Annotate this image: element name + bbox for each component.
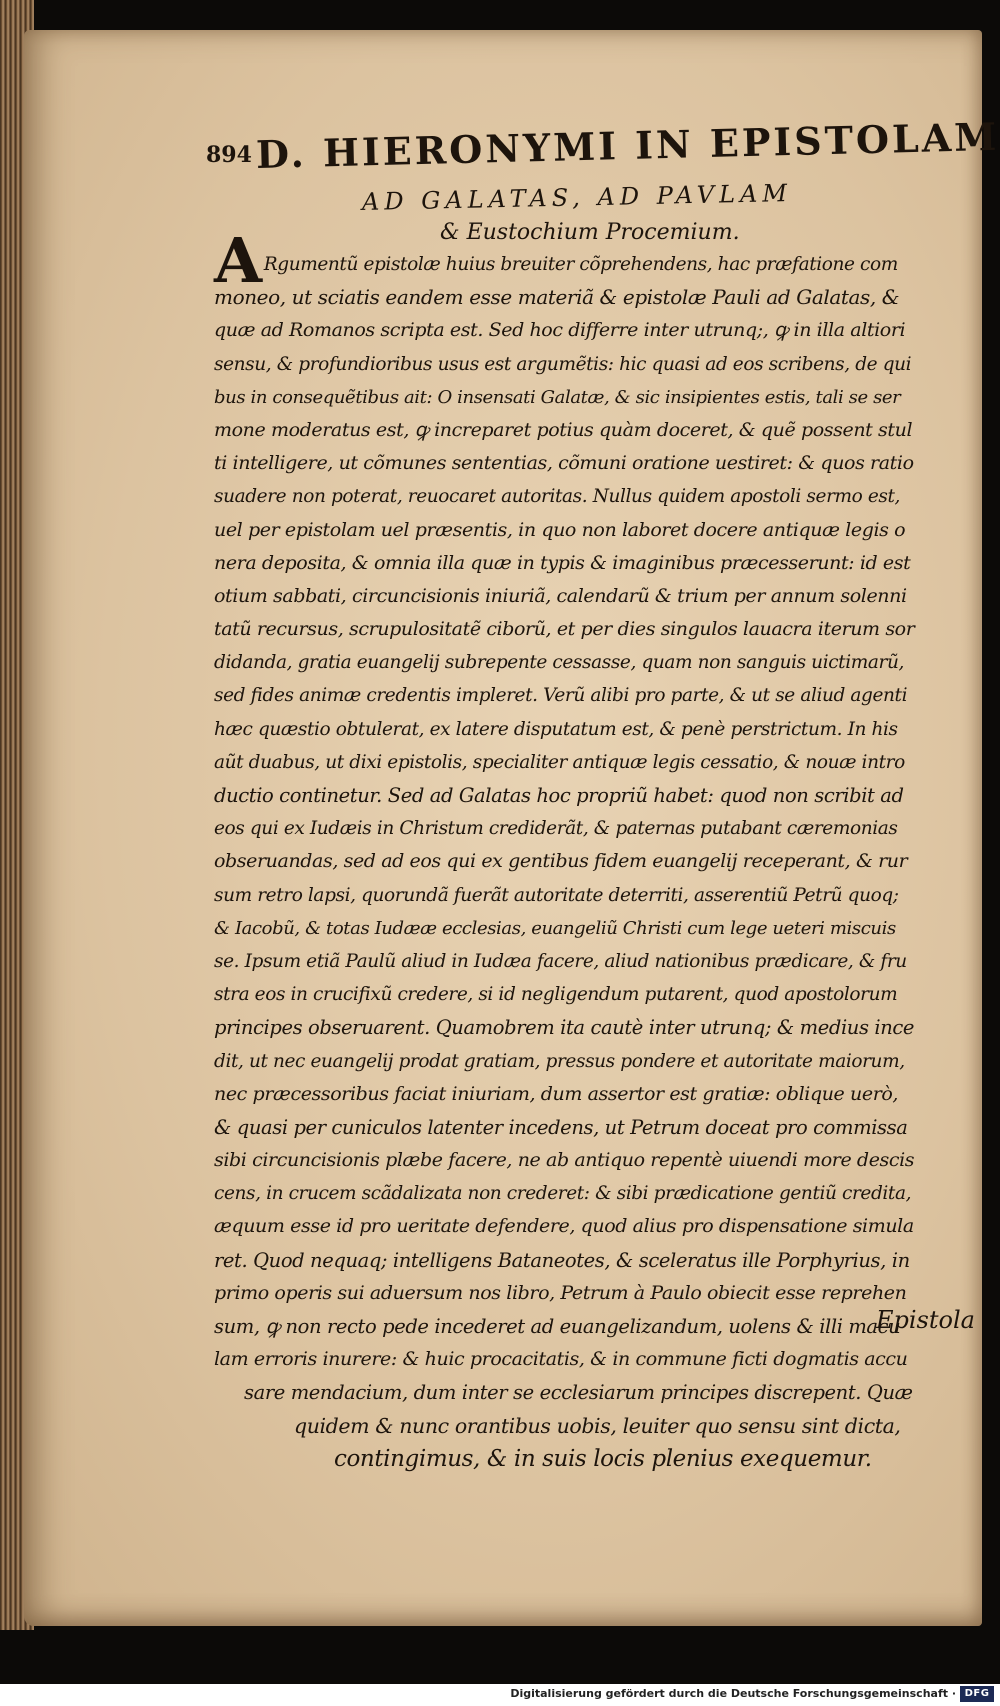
- body-line-text: sed fides animæ credentis impleret. Verũ alibi pro parte, & ut se aliud agenti: [214, 685, 908, 707]
- body-line-text: tatũ recursus, scrupulositatẽ ciborũ, et per dies singulos lauacra iterum sor: [214, 618, 915, 641]
- body-line-text: ti intelligere, ut cõmunes sententias, cõmuni oratione uestiret: & quos ratio: [214, 452, 914, 475]
- body-line-text: contingimus, & in suis locis plenius exequemur.: [334, 1445, 872, 1472]
- body-line: [214, 1177, 914, 1210]
- drop-cap: A: [214, 224, 262, 297]
- body-line: [214, 746, 914, 779]
- body-line: [214, 613, 914, 646]
- page-subtitle-2: & Eustochium Procemium.: [440, 220, 740, 245]
- body-line: [214, 1343, 914, 1376]
- body-line: [214, 414, 914, 447]
- body-line-text: nec præcessoribus faciat iniuriam, dum assertor est gratiæ: oblique uerò,: [214, 1082, 899, 1105]
- body-line-text: quæ ad Romanos scripta est. Sed hoc differre inter utrunq;, ꝙ in illa altiori: [214, 319, 906, 342]
- dfg-logo: DFG: [960, 1686, 994, 1702]
- body-line: [214, 779, 914, 812]
- body-line: [214, 580, 914, 613]
- body-line: [214, 1443, 914, 1476]
- footer-bar: [0, 1684, 1000, 1706]
- body-line: [214, 1244, 914, 1277]
- body-line: [214, 514, 914, 547]
- body-line-text: bus in consequẽtibus ait: O insensati Galatæ, & sic insipientes estis, tali se ser: [214, 386, 901, 408]
- body-line: [214, 945, 914, 978]
- body-line: [214, 912, 914, 945]
- body-line: [214, 547, 914, 580]
- body-line-text: & quasi per cuniculos latenter incedens, ut Petrum doceat pro commissa: [214, 1115, 908, 1139]
- body-line-text: Rgumentũ epistolæ huius breuiter cõprehendens, hac præfatione com: [263, 254, 898, 275]
- body-line: [214, 1310, 914, 1343]
- body-line-text: sum, ꝙ non recto pede incederet ad euangelizandum, uolens & illi macu: [214, 1315, 901, 1338]
- body-line-text: ductio continetur. Sed ad Galatas hoc propriũ habet: quod non scribit ad: [214, 784, 904, 807]
- body-line: [214, 1210, 914, 1243]
- body-line-text: mone moderatus est, ꝙ increparet potius quàm doceret, & quẽ possent stul: [214, 418, 913, 441]
- body-line-text: otium sabbati, circuncisionis iniuriã, calendarũ & trium per annum solenni: [214, 584, 907, 607]
- body-line-text: sibi circuncisionis plæbe facere, ne ab antiquo repentè uiuendi more descis: [214, 1149, 915, 1172]
- body-line: [214, 381, 914, 414]
- body-line-text: lam erroris inurere: & huic procacitatis, & in commune ficti dogmatis accu: [214, 1348, 908, 1371]
- body-line-text: suadere non poterat, reuocaret autoritas. Nullus quidem apostoli sermo est,: [214, 486, 901, 508]
- body-line: [214, 679, 914, 712]
- body-line-text: obseruandas, sed ad eos qui ex gentibus fidem euangelij receperant, & rur: [214, 850, 908, 873]
- body-line: [214, 281, 914, 314]
- body-line: [214, 1277, 914, 1310]
- body-line: [214, 1111, 914, 1144]
- body-line-text: sum retro lapsi, quorundã fuerãt autoritate deterriti, asserentiũ Petrũ quoq;: [214, 884, 899, 906]
- body-line: [214, 314, 914, 347]
- body-line: [214, 646, 914, 679]
- body-line-text: aũt duabus, ut dixi epistolis, specialiter antiquæ legis cessatio, & nouæ intro: [214, 751, 905, 773]
- body-line-text: principes obseruarent. Quamobrem ita cautè inter utrunq; & medius ince: [214, 1016, 915, 1040]
- body-line-text: sensu, & profundioribus usus est argumẽtis: hic quasi ad eos scribens, de qui: [214, 353, 912, 375]
- body-line: [214, 447, 914, 480]
- body-line: [214, 1078, 914, 1111]
- body-line: [214, 1144, 914, 1177]
- body-line: [214, 713, 914, 746]
- body-line: [214, 845, 914, 878]
- footer-credit: Digitalisierung gefördert durch die Deutsche Forschungsgemeinschaft ·: [510, 1687, 956, 1700]
- page-subtitle: AD GALATAS, AD PAVLAM: [361, 178, 793, 216]
- body-line-text: cens, in crucem scãdalizata non crederet: & sibi prædicatione gentiũ credita,: [214, 1183, 912, 1205]
- body-line: [214, 879, 914, 912]
- page-title: D. HIERONYMI IN EPISTOLAM: [255, 113, 1000, 177]
- body-line-text: ret. Quod nequaq; intelligens Bataneotes, & sceleratus ille Porphyrius, in: [214, 1248, 910, 1272]
- body-line-text: æquum esse id pro ueritate defendere, quod alius pro dispensatione simula: [214, 1215, 914, 1238]
- body-line-text: dit, ut nec euangelij prodat gratiam, pressus pondere et autoritate maiorum,: [214, 1050, 905, 1072]
- body-line: [214, 1011, 914, 1044]
- body-line-text: quidem & nunc orantibus uobis, leuiter quo sensu sint dicta,: [294, 1413, 901, 1438]
- body-line-text: hæc quæstio obtulerat, ex latere disputatum est, & penè perstrictum. In his: [214, 718, 898, 740]
- body-line-text: stra eos in crucifixũ credere, si id negligendum putarent, quod apostolorum: [214, 984, 898, 1006]
- body-line-text: moneo, ut sciatis eandem esse materiã & epistolæ Pauli ad Galatas, &: [214, 285, 900, 310]
- body-line-text: eos qui ex Iudæis in Christum crediderãt, & paternas putabant cæremonias: [214, 818, 898, 840]
- body-line: [214, 1410, 914, 1443]
- body-line: [214, 812, 914, 845]
- body-line: [214, 1045, 914, 1078]
- body-line: [214, 1376, 914, 1409]
- body-line-text: primo operis sui aduersum nos libro, Petrum à Paulo obiecit esse reprehen: [214, 1281, 907, 1304]
- body-line: [214, 480, 914, 513]
- catchword: Epistola: [876, 1306, 975, 1334]
- body-line: [214, 978, 914, 1011]
- body-line: [214, 348, 914, 381]
- page-number: 894: [206, 142, 252, 168]
- body-line-text: sare mendacium, dum inter se ecclesiarum principes discrepent. Quæ: [244, 1381, 913, 1405]
- body-line-text: didanda, gratia euangelij subrepente cessasse, quam non sanguis uictimarũ,: [214, 652, 904, 674]
- body-line-text: uel per epistolam uel præsentis, in quo non laboret docere antiquæ legis o: [214, 518, 906, 541]
- body-line-text: nera deposita, & omnia illa quæ in typis & imaginibus præcesserunt: id est: [214, 551, 911, 574]
- body-line-text: se. Ipsum etiã Paulũ aliud in Iudæa facere, aliud nationibus prædicare, & fru: [214, 950, 907, 972]
- body-line-text: & Iacobũ, & totas Iudææ ecclesias, euangeliũ Christi cum lege ueteri miscuis: [214, 917, 896, 939]
